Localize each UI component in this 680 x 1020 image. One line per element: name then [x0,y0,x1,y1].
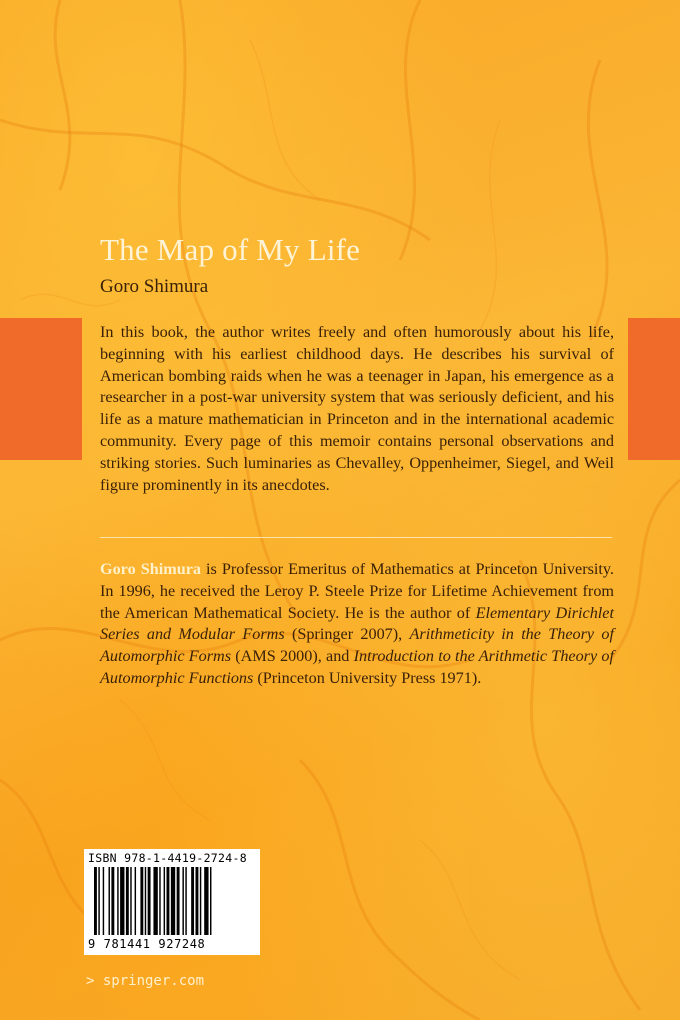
bio-author-name: Goro Shimura [100,560,201,578]
bio-work-2: Arithmeticity in the Theory of Automorphic Forms [100,625,615,666]
isbn-label: ISBN 978-1-4419-2724-8 [88,851,247,865]
left-accent-band [0,318,82,460]
bio-work-1: Elementary Dirichlet Series and Modular Forms [100,603,614,644]
book-title: The Map of My Life [100,232,361,267]
author-bio [100,559,614,690]
barcode-number: 9 781441 927248 [88,937,206,951]
bio-work-3: Introduction to the Arithmetic Theory of Automorphic Functions [100,647,614,687]
barcode-bars [94,867,252,935]
publisher-link[interactable]: > springer.com [86,973,205,989]
bio-text-3: (AMS 2000), and [231,647,354,666]
book-author: Goro Shimura [100,276,209,297]
isbn-barcode [84,849,260,955]
right-accent-band [628,318,680,460]
bio-text-1: is Professor Emeritus of Mathematics at Princeton University. In 1996, he received the Leroy P. Steele Prize for Lifetime Achievement from the American Mathematical Society. He is the author of [100,560,614,622]
bio-text-4: (Princeton University Press 1971). [253,668,482,687]
book-blurb: In this book, the author writes freely and often humorously about his life, beginning with his earliest childhood days. He describes his survival of American bombing raids when he was a teenager in Japan, his emergence as a researcher in a post-war university system that was seriously deficient, and his life as a mature mathematician in Princeton and in the international academic community. Every page of this memoir contains personal observations and striking stories. Such luminaries as Chevalley, Oppenheimer, Siegel, and Weil figure prominently in its anecdotes. [100,323,614,494]
bio-text-2: (Springer 2007), [284,625,410,644]
section-divider [100,537,612,538]
